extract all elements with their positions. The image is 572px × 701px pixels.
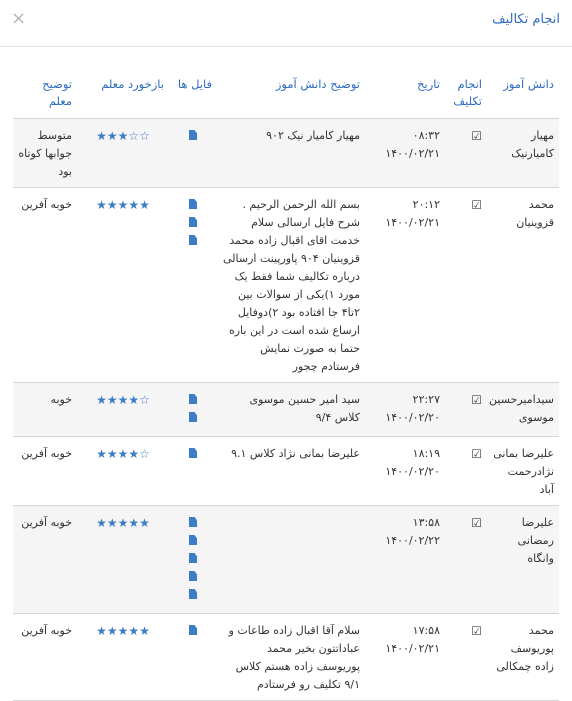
submission-datetime — [365, 614, 445, 701]
student-name: علیرضا بمانی نژادرحمت آباد — [487, 437, 559, 506]
star-empty-icon[interactable]: ☆ — [128, 129, 140, 143]
assignments-table-wrap — [13, 66, 559, 701]
table-body — [13, 119, 559, 701]
student-note: مهیار کامیار نیک ۹۰۲ — [217, 119, 365, 188]
file-icon[interactable] — [189, 625, 197, 635]
teacher-note: متوسط جوابها کوتاه بود — [13, 119, 77, 188]
star-empty-icon[interactable]: ☆ — [139, 447, 150, 461]
star-filled-icon[interactable]: ★ — [106, 393, 118, 407]
star-filled-icon[interactable]: ★ — [96, 393, 107, 407]
file-icon[interactable] — [189, 517, 197, 527]
checkbox-checked-icon: ☑ — [471, 198, 482, 212]
star-filled-icon[interactable]: ★ — [117, 447, 129, 461]
star-filled-icon[interactable]: ★ — [117, 393, 129, 407]
star-filled-icon[interactable]: ★ — [128, 393, 140, 407]
column-header-date[interactable]: تاریخ — [365, 66, 445, 119]
files-cell — [169, 614, 217, 701]
star-empty-icon[interactable]: ☆ — [139, 393, 150, 407]
submission-date: ۱۴۰۰/۰۲/۲۰ — [385, 465, 440, 478]
table-row — [13, 188, 559, 383]
star-filled-icon[interactable]: ★ — [117, 624, 129, 638]
column-header-teacher-note[interactable]: توضیح معلم — [13, 66, 77, 119]
file-icon[interactable] — [189, 412, 197, 422]
checkbox-checked-icon: ☑ — [471, 516, 482, 530]
file-icon[interactable] — [189, 217, 197, 227]
star-filled-icon[interactable]: ★ — [139, 198, 150, 212]
files-cell — [169, 437, 217, 506]
modal-header — [0, 0, 572, 47]
rating-cell — [77, 614, 169, 701]
student-note: سید امیر حسین موسوی کلاس ۹/۴ — [217, 383, 365, 437]
checkbox-checked-icon: ☑ — [471, 447, 482, 461]
star-filled-icon[interactable]: ★ — [106, 129, 118, 143]
files-cell — [169, 188, 217, 383]
submission-time: ۱۷:۵۸ — [412, 624, 440, 637]
checkbox-checked-icon: ☑ — [471, 624, 482, 638]
done-cell — [445, 383, 487, 437]
submission-time: ۱۳:۵۸ — [412, 516, 440, 529]
file-icon[interactable] — [189, 394, 197, 404]
files-cell — [169, 506, 217, 614]
star-filled-icon[interactable]: ★ — [117, 516, 129, 530]
submission-time: ۲۰:۱۲ — [412, 198, 440, 211]
star-filled-icon[interactable]: ★ — [106, 624, 118, 638]
rating-cell — [77, 188, 169, 383]
table-row — [13, 614, 559, 701]
submission-date: ۱۴۰۰/۰۲/۲۲ — [385, 534, 440, 547]
done-cell — [445, 506, 487, 614]
star-filled-icon[interactable]: ★ — [128, 198, 140, 212]
student-note: علیرضا بمانی نژاد کلاس ۹.۱ — [217, 437, 365, 506]
done-cell — [445, 119, 487, 188]
star-filled-icon[interactable]: ★ — [106, 198, 118, 212]
star-filled-icon[interactable]: ★ — [106, 516, 118, 530]
student-name: سیدامیرحسین موسوی — [487, 383, 559, 437]
submission-datetime — [365, 506, 445, 614]
submission-time: ۲۲:۲۷ — [412, 393, 440, 406]
student-name: محمد پوریوسف زاده چمکالی — [487, 614, 559, 701]
assignments-table — [13, 66, 559, 701]
files-cell — [169, 119, 217, 188]
rating-cell — [77, 506, 169, 614]
table-row — [13, 119, 559, 188]
table-row — [13, 437, 559, 506]
student-name: محمد قزوینیان — [487, 188, 559, 383]
submission-date: ۱۴۰۰/۰۲/۲۰ — [385, 411, 440, 424]
rating-cell — [77, 119, 169, 188]
file-icon[interactable] — [189, 130, 197, 140]
table-row — [13, 383, 559, 437]
column-header-student-note[interactable]: توضیح دانش آموز — [217, 66, 365, 119]
file-icon[interactable] — [189, 589, 197, 599]
student-name: علیرضا رمضانی وانگاه — [487, 506, 559, 614]
rating-cell — [77, 437, 169, 506]
teacher-note: خوبه — [13, 383, 77, 437]
star-empty-icon[interactable]: ☆ — [139, 129, 150, 143]
star-filled-icon[interactable]: ★ — [139, 516, 150, 530]
checkbox-checked-icon: ☑ — [471, 393, 482, 407]
student-note — [217, 506, 365, 614]
submission-datetime — [365, 437, 445, 506]
close-icon[interactable]: × — [11, 8, 27, 29]
file-icon[interactable] — [189, 235, 197, 245]
student-note: سلام آقا اقبال زاده طاعات و عباداتتون بخیر محمد پوریوسف زاده هستم کلاس ۹/۱ تکلیف رو فرستادم — [217, 614, 365, 701]
submission-date: ۱۴۰۰/۰۲/۲۱ — [385, 642, 440, 655]
star-filled-icon[interactable]: ★ — [96, 447, 107, 461]
done-cell — [445, 437, 487, 506]
done-cell — [445, 614, 487, 701]
star-filled-icon[interactable]: ★ — [96, 624, 107, 638]
done-cell — [445, 188, 487, 383]
star-filled-icon[interactable]: ★ — [128, 516, 140, 530]
teacher-note: خوبه آفرین — [13, 614, 77, 701]
file-icon[interactable] — [189, 199, 197, 209]
column-header-done[interactable]: انجام تکلیف — [445, 66, 487, 119]
table-header-row — [13, 66, 559, 119]
column-header-files[interactable]: فایل ها — [169, 66, 217, 119]
file-icon[interactable] — [189, 535, 197, 545]
star-filled-icon[interactable]: ★ — [96, 516, 107, 530]
star-filled-icon[interactable]: ★ — [128, 624, 140, 638]
submission-date: ۱۴۰۰/۰۲/۲۱ — [385, 216, 440, 229]
student-note: بسم الله الرحمن الرحیم . شرح فایل ارسالی سلام خدمت اقای اقبال زاده محمد قزوینیان ۹۰۴ پاورپینت ارسالی درباره تکالیف شما فقط یک مورد ۱)یکی از سوالات بین ۲تا۴ جا افتاده بود ۲)دوفایل ارساع شده است در این باره حتما به صورت نمایش فرستادم چجور — [217, 188, 365, 383]
modal-title: انجام تکالیف — [492, 12, 560, 27]
submission-date: ۱۴۰۰/۰۲/۲۱ — [385, 147, 440, 160]
rating-cell — [77, 383, 169, 437]
star-filled-icon[interactable]: ★ — [117, 198, 129, 212]
star-filled-icon[interactable]: ★ — [139, 624, 150, 638]
files-cell — [169, 383, 217, 437]
checkbox-checked-icon: ☑ — [471, 129, 482, 143]
column-header-student[interactable]: دانش آموز — [487, 66, 559, 119]
submission-datetime — [365, 188, 445, 383]
submission-datetime — [365, 383, 445, 437]
table-row — [13, 506, 559, 614]
submission-time: ۰۸:۳۲ — [412, 129, 440, 142]
submission-time: ۱۸:۱۹ — [412, 447, 440, 460]
star-filled-icon[interactable]: ★ — [117, 129, 129, 143]
file-icon[interactable] — [189, 448, 197, 458]
star-filled-icon[interactable]: ★ — [96, 129, 107, 143]
teacher-note: خوبه آفرین — [13, 437, 77, 506]
teacher-note: خوبه آفرین — [13, 506, 77, 614]
teacher-note: خوبه آفرین — [13, 188, 77, 383]
student-name: مهیار کامیارنیک — [487, 119, 559, 188]
column-header-feedback[interactable]: بازخورد معلم — [77, 66, 169, 119]
star-filled-icon[interactable]: ★ — [106, 447, 118, 461]
star-filled-icon[interactable]: ★ — [128, 447, 140, 461]
file-icon[interactable] — [189, 571, 197, 581]
file-icon[interactable] — [189, 553, 197, 563]
star-filled-icon[interactable]: ★ — [96, 198, 107, 212]
submission-datetime — [365, 119, 445, 188]
